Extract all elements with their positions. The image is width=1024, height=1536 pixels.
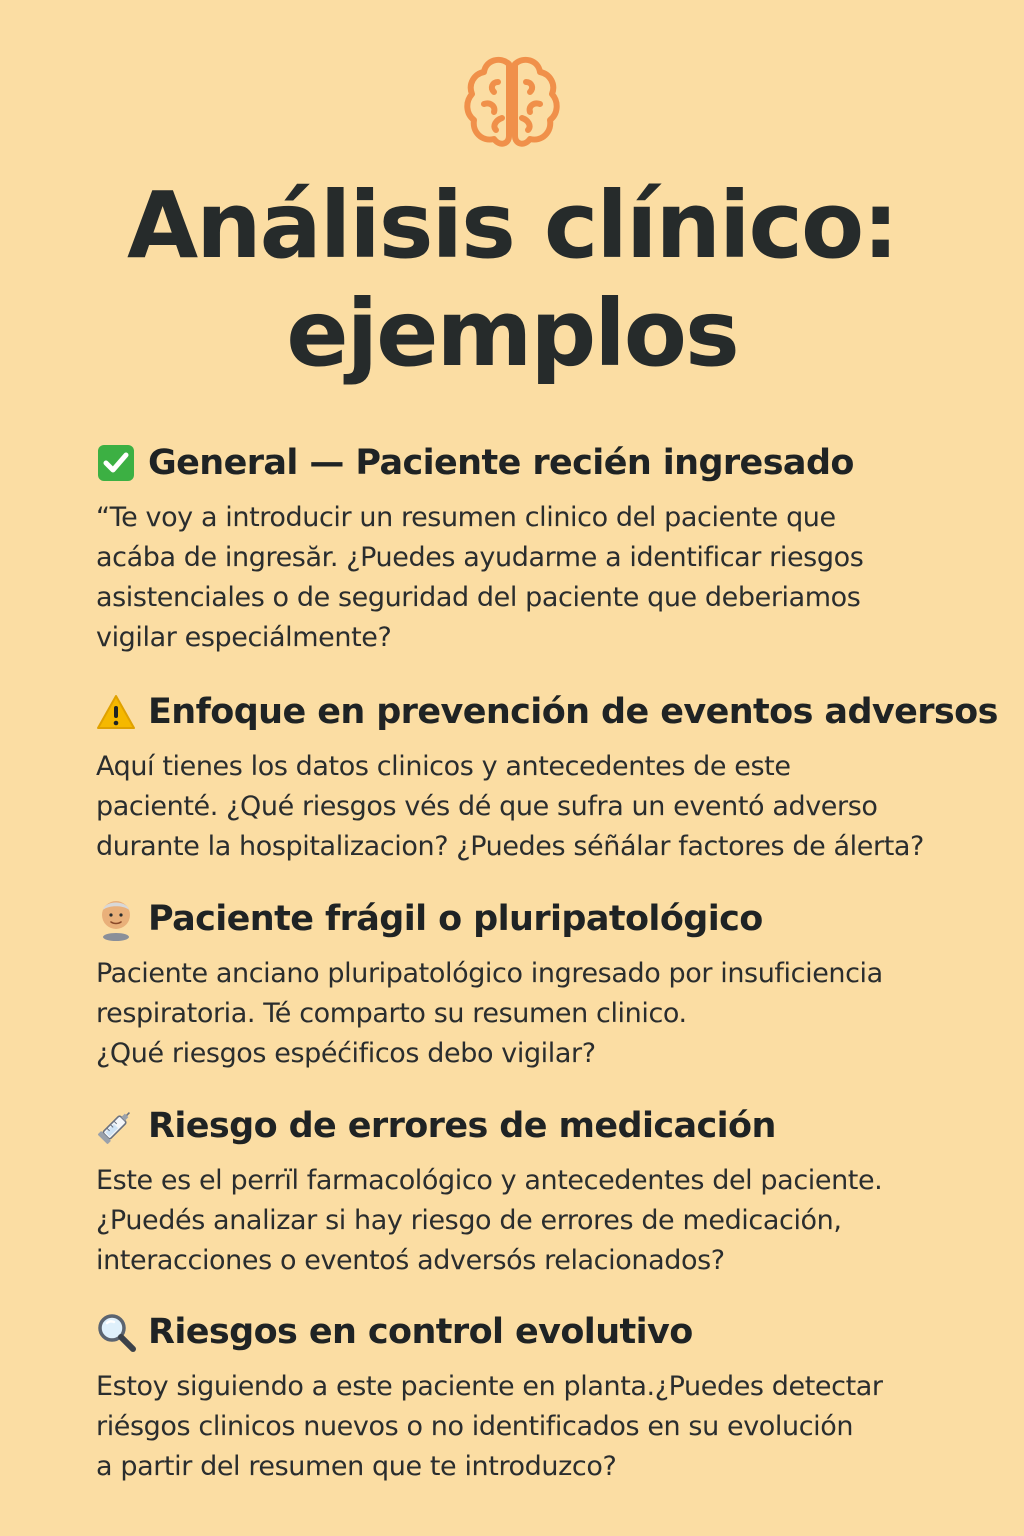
section-text-line: a partir del resumen que te introduzco? — [96, 1451, 617, 1482]
magnifier-icon — [96, 1312, 136, 1352]
section-medication-errors — [96, 1101, 996, 1281]
section-text-line: Estoy siguiendo a este paciente en planta.¿Puedes detectar — [96, 1371, 883, 1402]
elderly-person-icon — [96, 899, 136, 939]
brain-icon — [462, 52, 562, 152]
section-heading — [96, 1101, 996, 1151]
section-text-line: Aquí tienes los datos clinicos y antecedentes de este — [96, 751, 791, 782]
section-heading — [96, 894, 996, 944]
syringe-icon — [96, 1106, 136, 1146]
warning-icon — [96, 692, 136, 732]
section-text-line: ¿Puedés analizar si hay riesgo de errores de medicación, — [96, 1205, 842, 1236]
section-text-line: vigilar especiálmente? — [96, 622, 392, 653]
page-title-line-2: ejemplos — [286, 280, 738, 387]
section-text — [96, 1367, 996, 1487]
section-text-line: Paciente anciano pluripatológico ingresado por insuficiencia — [96, 958, 883, 989]
section-title: Paciente frágil o pluripatológico — [148, 899, 763, 939]
section-text-line: respiratoria. Té comparto su resumen clinico. — [96, 998, 687, 1029]
section-text-line: pacienté. ¿Qué riesgos vés dé que sufra un eventó adverso — [96, 791, 878, 822]
section-text-line: acába de ingresăr. ¿Puedes ayudarme a identificar riesgos — [96, 542, 864, 573]
section-adverse-events — [96, 687, 996, 867]
section-title: Riesgo de errores de medicación — [148, 1106, 776, 1146]
section-title: Riesgos en control evolutivo — [148, 1312, 693, 1352]
section-title: General — Paciente recién ingresado — [148, 443, 854, 483]
section-text-line: Este es el perrïl farmacológico y antecedentes del paciente. — [96, 1165, 883, 1196]
section-text — [96, 498, 996, 658]
section-text — [96, 954, 996, 1074]
section-title: Enfoque en prevención de eventos adversos — [148, 692, 998, 732]
section-text-line: asistenciales o de seguridad del paciente que deberiamos — [96, 582, 861, 613]
section-general — [96, 438, 996, 658]
section-text-line: durante la hospitalizacion? ¿Puedes séñálar factores de álerta? — [96, 831, 924, 862]
section-heading — [96, 687, 996, 737]
section-text-line: riésgos clinicos nuevos o no identificados en su evolución — [96, 1411, 854, 1442]
section-text — [96, 747, 996, 867]
section-heading — [96, 438, 996, 488]
section-text-line: ¿Qué riesgos espéćificos debo vigilar? — [96, 1038, 596, 1069]
page-title-line-1: Análisis clínico: — [126, 172, 898, 279]
section-text-line: “Te voy a introducir un resumen clinico del paciente que — [96, 502, 836, 533]
section-heading — [96, 1307, 996, 1357]
section-evolutive-control — [96, 1307, 996, 1487]
section-text — [96, 1161, 996, 1281]
page-title — [0, 172, 1024, 388]
section-fragile-patient — [96, 894, 996, 1074]
section-text-line: interacciones o eventoś adversós relacionados? — [96, 1245, 725, 1276]
checkmark-icon — [96, 443, 136, 483]
